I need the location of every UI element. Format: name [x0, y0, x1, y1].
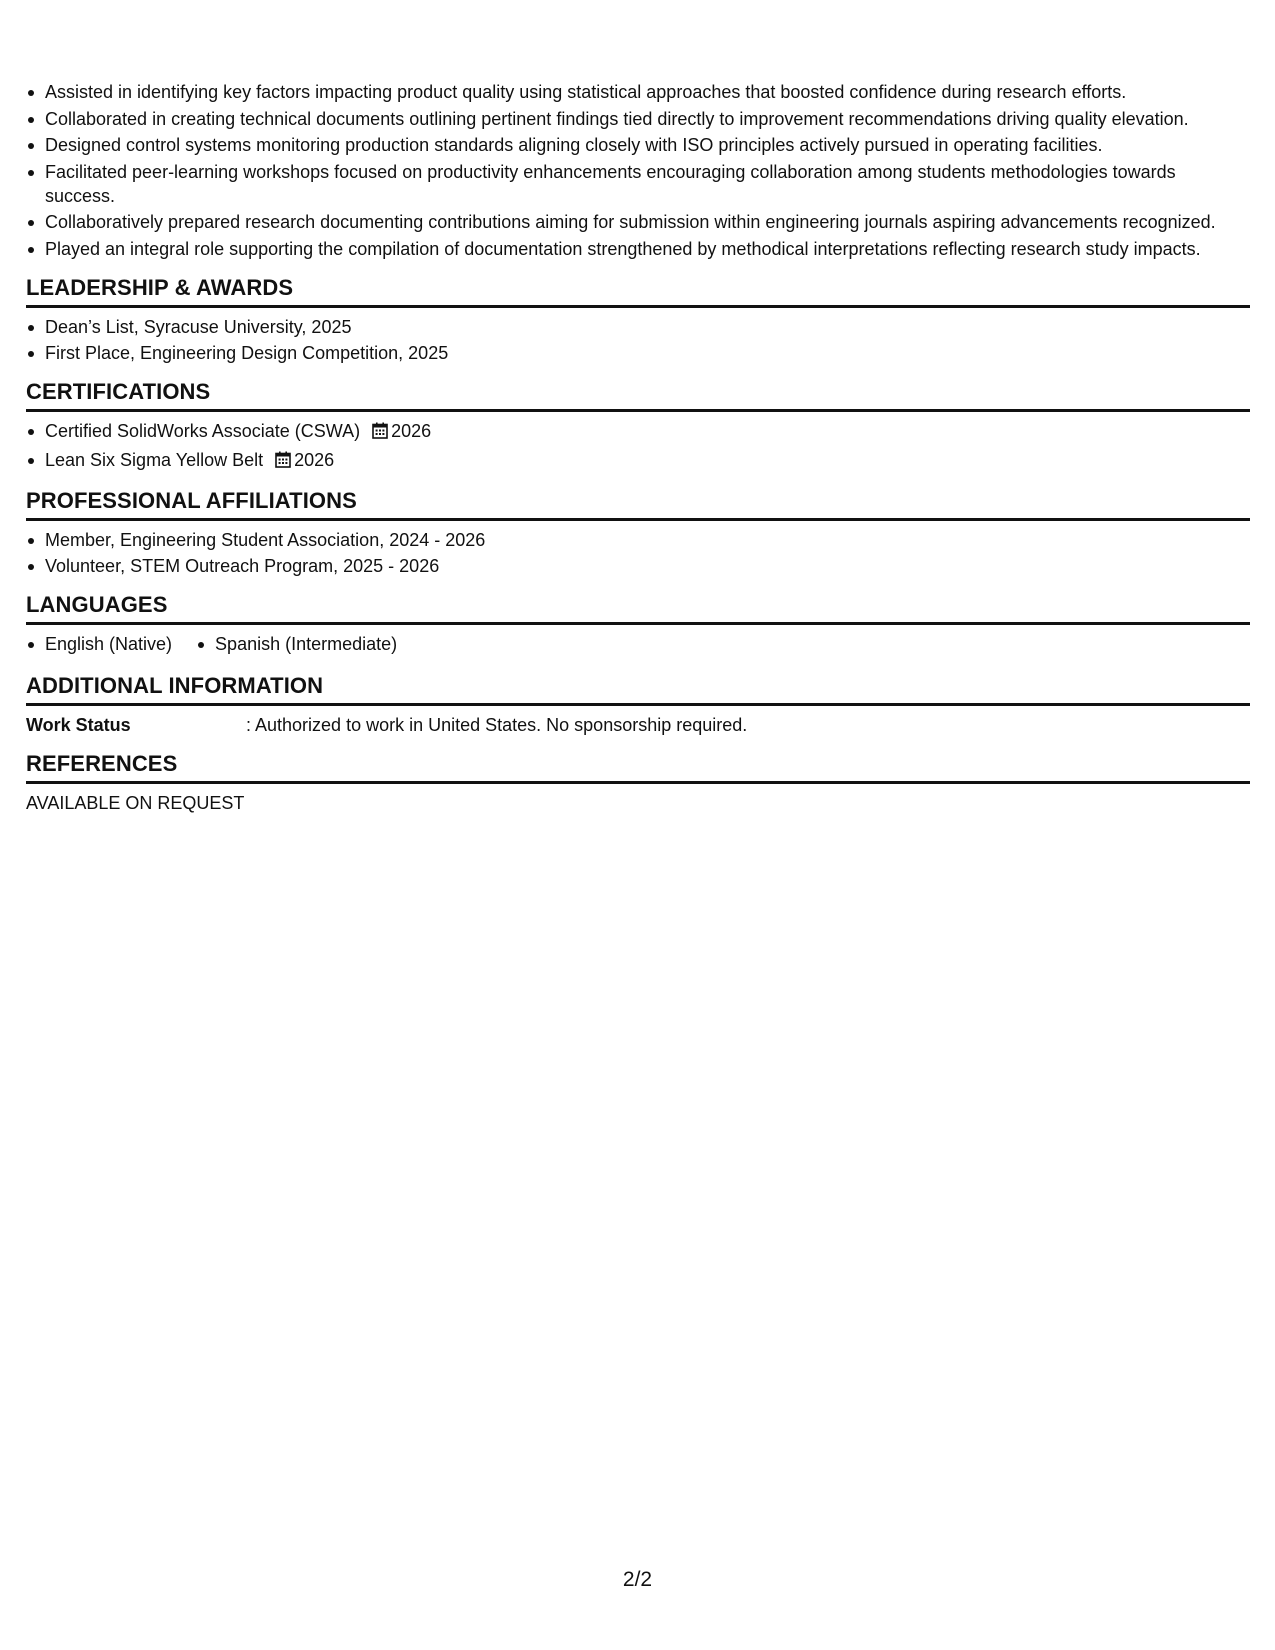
languages-heading: LANGUAGES — [26, 591, 1250, 625]
languages-list — [26, 632, 1250, 659]
certifications-heading: CERTIFICATIONS — [26, 378, 1250, 412]
affiliations-heading: PROFESSIONAL AFFILIATIONS — [26, 487, 1250, 521]
leadership-heading: LEADERSHIP & AWARDS — [26, 274, 1250, 308]
languages-section — [26, 591, 1250, 659]
certification-name: Lean Six Sigma Yellow Belt — [45, 449, 264, 470]
leadership-section — [26, 274, 1250, 366]
experience-bullet-list — [26, 80, 1250, 261]
experience-bullet: Assisted in identifying key factors impacting product quality using statistical approaches that boosted confidence during research efforts. — [26, 80, 1250, 104]
experience-bullet: Facilitated peer-learning workshops focused on productivity enhancements encouraging collaboration among students methodologies towards success. — [26, 160, 1250, 208]
leadership-item: Dean’s List, Syracuse University, 2025 — [26, 315, 1250, 339]
experience-bullet: Played an integral role supporting the compilation of documentation strengthened by methodical interpretations reflecting research study impacts. — [26, 237, 1250, 261]
work-status-value: : Authorized to work in United States. No sponsorship required. — [246, 714, 748, 735]
additional-info-heading: ADDITIONAL INFORMATION — [26, 672, 1250, 706]
references-section — [26, 750, 1250, 815]
certification-item — [26, 419, 1250, 445]
language-item: English (Native) — [26, 632, 172, 656]
page-number: 2/2 — [622, 1568, 653, 1591]
experience-bullet: Collaborated in creating technical documents outlining pertinent findings tied directly to improvement recommendations driving quality elevation. — [26, 107, 1250, 131]
work-status-label: Work Status — [26, 714, 131, 735]
affiliations-section — [26, 487, 1250, 579]
language-item: Spanish (Intermediate) — [196, 632, 397, 656]
leadership-item: First Place, Engineering Design Competition, 2025 — [26, 341, 1250, 365]
certification-name: Certified SolidWorks Associate (CSWA) — [45, 421, 361, 441]
certifications-section — [26, 378, 1250, 474]
affiliations-list — [26, 528, 1250, 579]
leadership-list — [26, 315, 1250, 366]
affiliation-item: Member, Engineering Student Association, 2024 - 2026 — [26, 528, 1250, 552]
additional-info-section — [26, 672, 1250, 737]
certification-year: 2026 — [391, 421, 432, 441]
references-heading: REFERENCES — [26, 750, 1250, 784]
certification-item — [26, 448, 1250, 474]
work-status-row — [26, 713, 1250, 737]
certifications-list — [26, 419, 1250, 474]
resume-page — [26, 80, 1250, 815]
affiliation-item: Volunteer, STEM Outreach Program, 2025 - 2026 — [26, 554, 1250, 578]
calendar-icon — [275, 450, 291, 474]
certification-year: 2026 — [294, 449, 335, 470]
experience-bullet: Designed control systems monitoring production standards aligning closely with ISO principles actively pursued in operating facilities. — [26, 133, 1250, 157]
calendar-icon — [372, 421, 388, 445]
references-text: AVAILABLE ON REQUEST — [26, 792, 245, 813]
experience-bullet: Collaboratively prepared research documenting contributions aiming for submission within engineering journals aspiring advancements recognized. — [26, 210, 1250, 234]
